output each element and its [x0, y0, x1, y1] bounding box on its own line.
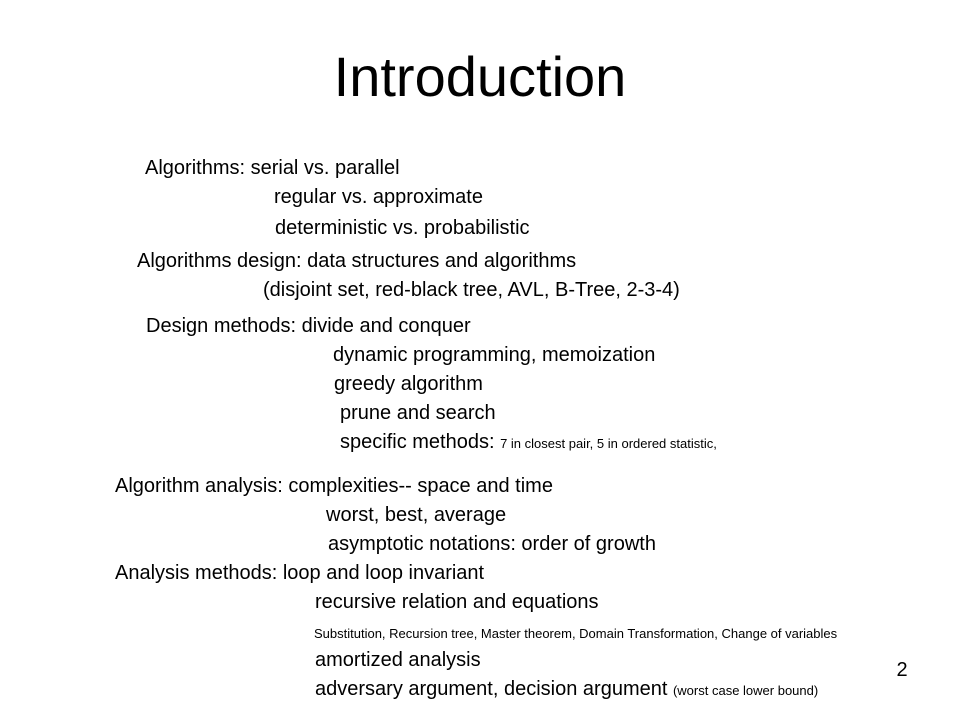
text-line: Algorithm analysis: complexities-- space and time [115, 475, 553, 497]
text-line: asymptotic notations: order of growth [328, 533, 656, 555]
text-line: prune and search [340, 402, 496, 424]
page-number: 2 [896, 659, 908, 681]
text-line: Algorithms: serial vs. parallel [145, 157, 400, 179]
text-line: Design methods: divide and conquer [146, 315, 471, 337]
text-line: regular vs. approximate [274, 186, 483, 208]
text-line: greedy algorithm [334, 373, 483, 395]
text-line: (disjoint set, red-black tree, AVL, B-Tree, 2-3-4) [263, 279, 680, 301]
text-line: dynamic programming, memoization [333, 344, 656, 366]
text-line: Analysis methods: loop and loop invariant [115, 562, 485, 584]
text-line-with-note [340, 430, 717, 456]
line-note: 7 in closest pair, 5 in ordered statistic, [500, 436, 717, 451]
text-line: recursive relation and equations [315, 591, 599, 613]
text-line: amortized analysis [315, 649, 481, 671]
line-note: (worst case lower bound) [672, 683, 819, 698]
text-line: Algorithms design: data structures and algorithms [137, 250, 577, 272]
text-line: deterministic vs. probabilistic [275, 217, 530, 239]
text-line-with-note [315, 677, 818, 703]
text-line-small: Substitution, Recursion tree, Master theorem, Domain Transformation, Change of variables [314, 626, 838, 641]
line-text: adversary argument, decision argument [315, 678, 673, 700]
line-text: specific methods: [340, 431, 501, 453]
slide-title: Introduction [333, 45, 627, 108]
text-line: worst, best, average [326, 504, 507, 526]
